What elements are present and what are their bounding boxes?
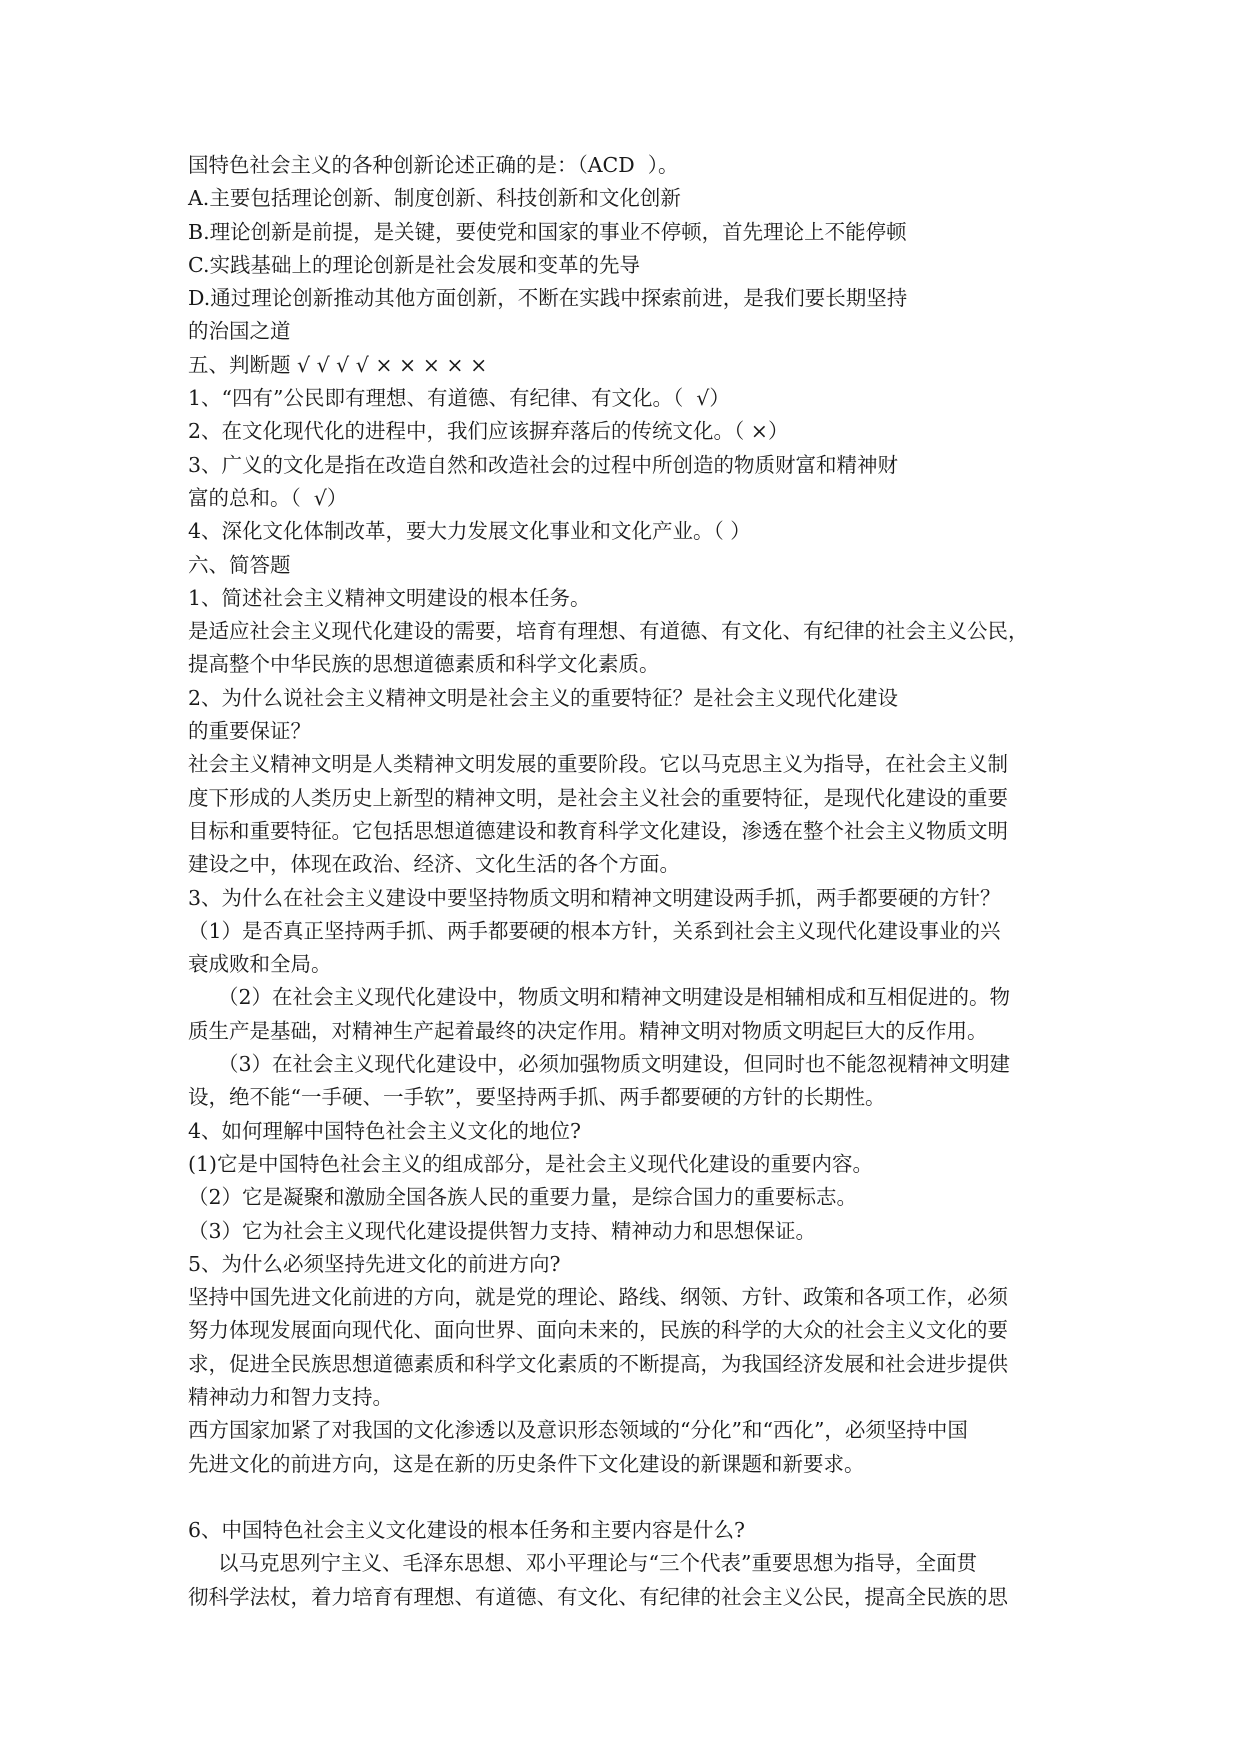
question-1: 1、简述社会主义精神文明建设的根本任务。 — [188, 585, 591, 610]
text-line: 的重要保证？ — [188, 719, 311, 744]
section-heading-judgement: 五、判断题 √ √ √ √ × × × × × — [188, 352, 488, 377]
answer-line: 坚持中国先进文化前进的方向，就是党的理论、路线、纲领、方针、政策和各项工作，必须 — [188, 1285, 1008, 1310]
option-d: D.通过理论创新推动其他方面创新，不断在实践中探索前进，是我们要长期坚持 — [188, 286, 908, 311]
answer-line: 建设之中，体现在政治、经济、文化生活的各个方面。 — [188, 852, 680, 877]
judgement-item-4: 4、深化文化体制改革，要大力发展文化事业和文化产业。（ ） — [188, 519, 751, 544]
answer-line: 精神动力和智力支持。 — [188, 1384, 393, 1409]
section-heading-short-answer: 六、简答题 — [188, 552, 291, 577]
text-line: 富的总和。（ √） — [188, 485, 348, 510]
answer-line: 求，促进全民族思想道德素质和科学文化素质的不断提高，为我国经济发展和社会进步提供 — [188, 1351, 1008, 1376]
answer-line: 质生产是基础，对精神生产起着最终的决定作用。精神文明对物质文明起巨大的反作用。 — [188, 1018, 988, 1043]
answer-line: （3）在社会主义现代化建设中，必须加强物质文明建设，但同时也不能忽视精神文明建 — [218, 1052, 1011, 1077]
answer-line: 度下形成的人类历史上新型的精神文明，是社会主义社会的重要特征，是现代化建设的重要 — [188, 785, 1008, 810]
blank-line — [188, 1481, 1056, 1514]
document-body — [188, 149, 1056, 1614]
question-2: 2、为什么说社会主义精神文明是社会主义的重要特征？是社会主义现代化建设 — [188, 685, 899, 710]
option-a: A.主要包括理论创新、制度创新、科技创新和文化创新 — [188, 186, 681, 211]
question-6: 6、中国特色社会主义文化建设的根本任务和主要内容是什么? — [188, 1518, 746, 1543]
answer-line: （1）是否真正坚持两手抓、两手都要硬的根本方针，关系到社会主义现代化建设事业的兴 — [188, 918, 1001, 943]
answer-line: 设，绝不能“一手硬、一手软”，要坚持两手抓、两手都要硬的方针的长期性。 — [188, 1085, 886, 1110]
answer-line: (1)它是中国特色社会主义的组成部分，是社会主义现代化建设的重要内容。 — [188, 1151, 874, 1176]
answer-line: （2）在社会主义现代化建设中，物质文明和精神文明建设是相辅相成和互相促进的。物 — [218, 985, 1011, 1010]
answer-line: 是适应社会主义现代化建设的需要，培育有理想、有道德、有文化、有纪律的社会主义公民， — [188, 619, 1029, 644]
answer-line: 衰成败和全局。 — [188, 952, 332, 977]
answer-line: 目标和重要特征。它包括思想道德建设和教育科学文化建设，渗透在整个社会主义物质文明 — [188, 818, 1008, 843]
option-c: C.实践基础上的理论创新是社会发展和变革的先导 — [188, 252, 640, 277]
question-5: 5、为什么必须坚持先进文化的前进方向? — [188, 1251, 561, 1276]
question-3: 3、为什么在社会主义建设中要坚持物质文明和精神文明建设两手抓，两手都要硬的方针？ — [188, 885, 1001, 910]
answer-line: 彻科学法杖，着力培育有理想、有道德、有文化、有纪律的社会主义公民，提高全民族的思 — [188, 1584, 1008, 1609]
answer-line: 先进文化的前进方向，这是在新的历史条件下文化建设的新课题和新要求。 — [188, 1451, 865, 1476]
answer-line: （3）它为社会主义现代化建设提供智力支持、精神动力和思想保证。 — [188, 1218, 817, 1243]
text-line: 国特色社会主义的各种创新论述正确的是：（ACD ）。 — [188, 153, 679, 177]
option-b: B.理论创新是前提，是关键，要使党和国家的事业不停顿，首先理论上不能停顿 — [188, 219, 907, 244]
answer-line: 努力体现发展面向现代化、面向世界、面向未来的，民族的科学的大众的社会主义文化的要 — [188, 1318, 1008, 1343]
question-4: 4、如何理解中国特色社会主义文化的地位? — [188, 1118, 582, 1143]
answer-line: 西方国家加紧了对我国的文化渗透以及意识形态领域的“分化”和“西化”，必须坚持中国 — [188, 1418, 968, 1443]
answer-line: （2）它是凝聚和激励全国各族人民的重要力量，是综合国力的重要标志。 — [188, 1185, 858, 1210]
answer-line: 以马克思列宁主义、毛泽东思想、邓小平理论与“三个代表”重要思想为指导，全面贯 — [218, 1551, 977, 1576]
text-line: 的治国之道 — [188, 319, 291, 344]
judgement-item-2: 2、在文化现代化的进程中，我们应该摒弃落后的传统文化。（ ×） — [188, 419, 789, 444]
answer-line: 提高整个中华民族的思想道德素质和科学文化素质。 — [188, 652, 660, 677]
answer-line: 社会主义精神文明是人类精神文明发展的重要阶段。它以马克思主义为指导，在社会主义制 — [188, 752, 1008, 777]
judgement-item-3: 3、广义的文化是指在改造自然和改造社会的过程中所创造的物质财富和精神财 — [188, 452, 899, 477]
judgement-item-1: 1、“四有”公民即有理想、有道德、有纪律、有文化。（ √） — [188, 386, 730, 411]
